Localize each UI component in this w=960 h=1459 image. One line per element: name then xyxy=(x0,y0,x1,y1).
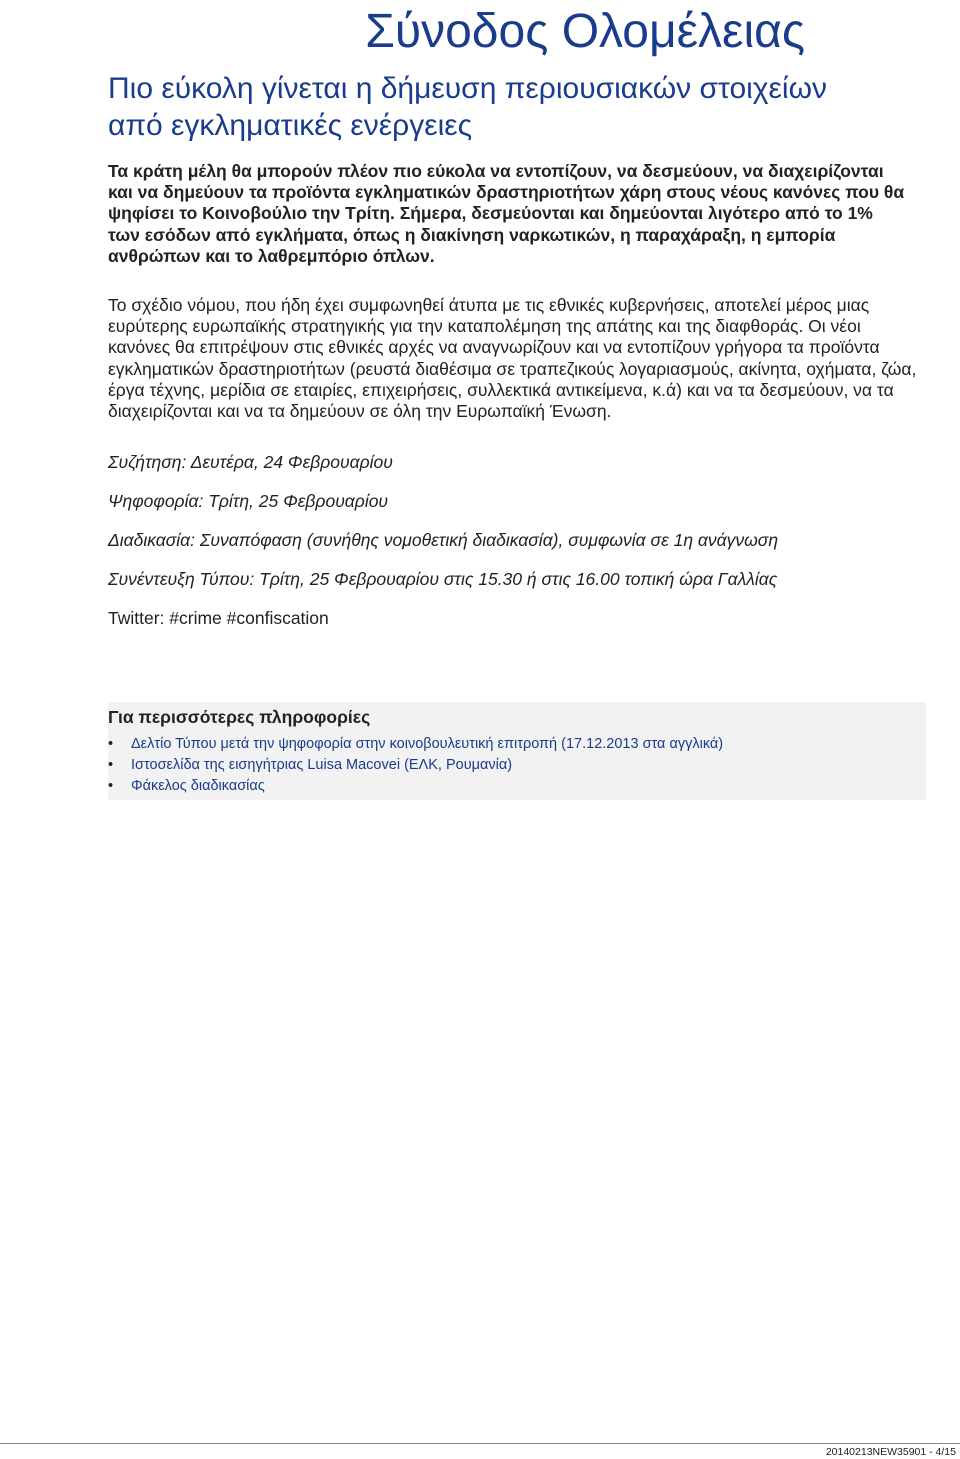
footer-divider xyxy=(0,1443,960,1444)
debate-line xyxy=(108,452,393,473)
article-body: Το σχέδιο νόμου, που ήδη έχει συμφωνηθεί άτυπα με τις εθνικές κυβερνήσεις, αποτελεί μέρος μιας ευρύτερης ευρωπαϊκής στρατηγικής για την καταπολέμηση της απάτης και της διαφθοράς. Οι νέοι κανόνες θα επιτρέψουν στις εθνικές αρχές να αναγνωρίζουν και να εντοπίζουν γρήγορα τα προϊόντα εγκληματικών δραστηριοτήτων (ρευστά διαθέσιμα σε τραπεζικούς λογαριασμούς, ακίνητα, οχήματα, ζώα, έργα τέχνης, μερίδια σε εταιρίες, επιχειρήσεις, συλλεκτικά αντικείμενα, κ.ά) και να τα δεσμεύουν, να τα διαχειρίζονται και να τα δημεύουν σε όλη την Ευρωπαϊκή Ένωση. xyxy=(108,295,917,422)
bullet: • xyxy=(108,736,114,752)
list-item xyxy=(108,776,926,797)
document-code: 20140213NEW35901 - 4/15 xyxy=(825,1446,956,1458)
procedure-line xyxy=(108,530,778,551)
debate-label: Συζήτηση: xyxy=(108,452,187,472)
article-headline: Πιο εύκολη γίνεται η δήμευση περιουσιακών στοιχείων από εγκληματικές ενέργειες xyxy=(108,72,828,142)
list-item xyxy=(108,755,926,776)
more-info-title: Για περισσότερες πληροφορίες xyxy=(108,707,371,727)
debate-value: Δευτέρα, 24 Φεβρουαρίου xyxy=(190,452,393,472)
vote-line xyxy=(108,491,388,512)
list-item xyxy=(108,734,926,755)
vote-label: Ψηφοφορία: xyxy=(108,491,204,511)
press-conference-line xyxy=(108,569,777,590)
bullet: • xyxy=(108,757,114,773)
vote-value: Τρίτη, 25 Φεβρουαρίου xyxy=(208,491,389,511)
more-info-list xyxy=(108,734,926,797)
more-info-box xyxy=(108,702,926,800)
rapporteur-page-link[interactable]: Ιστοσελίδα της εισηγήτριας Luisa Macovei (ΕΛΚ, Ρουμανία) xyxy=(131,757,513,773)
procedure-value: Συναπόφαση (συνήθης νομοθετική διαδικασία), συμφωνία σε 1η ανάγνωση xyxy=(199,530,779,550)
press-conference-value: Τρίτη, 25 Φεβρουαρίου στις 15.30 ή στις 16.00 τοπική ώρα Γαλλίας xyxy=(259,569,778,589)
press-conference-label: Συνέντευξη Τύπου: xyxy=(108,569,255,589)
press-release-link[interactable]: Δελτίο Τύπου μετά την ψηφοφορία στην κοινοβουλευτική επιτροπή (17.12.2013 στα αγγλικά) xyxy=(131,736,724,752)
section-title: Σύνοδος Ολομέλειας xyxy=(365,5,805,58)
bullet: • xyxy=(108,778,114,794)
procedure-file-link[interactable]: Φάκελος διαδικασίας xyxy=(131,778,265,794)
procedure-label: Διαδικασία: xyxy=(108,530,196,550)
article-lead: Τα κράτη μέλη θα μπορούν πλέον πιο εύκολα να εντοπίζουν, να δεσμεύουν, να διαχειρίζονται και να δημεύουν τα προϊόντα εγκληματικών δραστηριοτήτων χάρη στους νέους κανόνες που θα ψηφίσει το Κοινοβούλιο την Τρίτη. Σήμερα, δεσμεύονται και δημεύονται λιγότερο από το 1% των εσόδων από εγκλήματα, όπως η διακίνηση ναρκωτικών, η παραχάραξη, η εμπορία ανθρώπων και το λαθρεμπόριο όπλων. xyxy=(108,161,905,266)
twitter-hashtags: Twitter: #crime #confiscation xyxy=(108,608,329,628)
